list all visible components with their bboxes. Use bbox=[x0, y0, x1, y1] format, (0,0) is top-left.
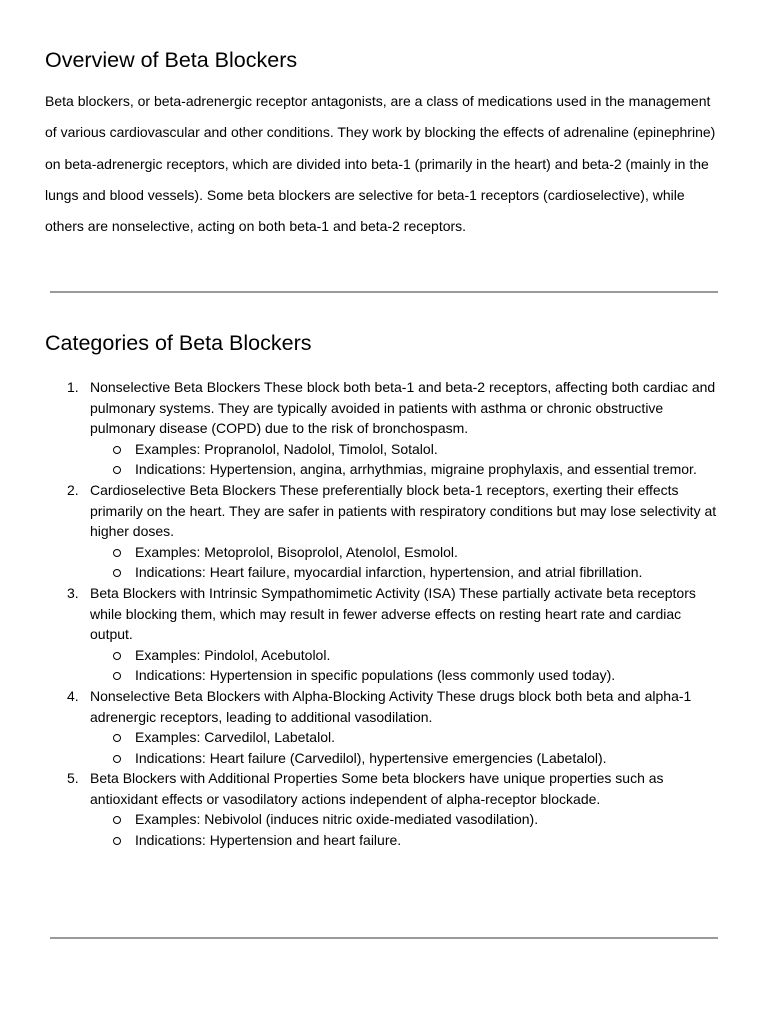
sub-list-item bbox=[90, 748, 725, 769]
category-text: Beta Blockers with Intrinsic Sympathomimetic Activity (ISA) These partially activate beta receptors while blocking them, which may result in fewer adverse effects on resting heart rate and cardiac output. bbox=[90, 584, 696, 643]
sub-item-text: Examples: Metoprolol, Bisoprolol, Atenolol, Esmolol. bbox=[135, 543, 458, 560]
category-item bbox=[45, 583, 725, 686]
category-text: Nonselective Beta Blockers with Alpha-Blocking Activity These drugs block both beta and alpha-1 adrenergic receptors, leading to additional vasodilation. bbox=[90, 687, 692, 725]
category-number: 3. bbox=[67, 584, 79, 601]
sub-item-text: Examples: Carvedilol, Labetalol. bbox=[135, 729, 335, 746]
category-sublist bbox=[90, 809, 725, 850]
sub-list-item bbox=[90, 439, 725, 460]
sub-item-text: Indications: Hypertension and heart failure. bbox=[135, 832, 402, 849]
category-number: 4. bbox=[67, 687, 79, 704]
category-number: 1. bbox=[67, 379, 79, 395]
sub-list-item bbox=[90, 830, 725, 851]
categories-list bbox=[45, 377, 725, 851]
sub-item-text: Indications: Heart failure, myocardial infarction, hypertension, and atrial fibrillation. bbox=[135, 564, 643, 581]
sub-list-item bbox=[90, 459, 725, 480]
category-sublist bbox=[90, 727, 725, 768]
categories-heading: Categories of Beta Blockers bbox=[45, 331, 312, 355]
category-number: 2. bbox=[67, 481, 79, 498]
sub-item-text: Examples: Propranolol, Nadolol, Timolol, Sotalol. bbox=[135, 440, 438, 457]
hollow-circle-bullet-icon bbox=[113, 837, 121, 845]
overview-heading: Overview of Beta Blockers bbox=[45, 48, 298, 72]
hollow-circle-bullet-icon bbox=[113, 569, 121, 577]
category-text: Cardioselective Beta Blockers These preferentially block beta-1 receptors, exerting their effects primarily on the heart. They are safer in patients with respiratory conditions but may lose selectivity at higher doses. bbox=[90, 481, 717, 540]
section-divider-bottom bbox=[50, 937, 718, 939]
hollow-circle-bullet-icon bbox=[113, 652, 121, 660]
hollow-circle-bullet-icon bbox=[113, 549, 121, 557]
sub-list-item bbox=[90, 727, 725, 748]
hollow-circle-bullet-icon bbox=[113, 816, 121, 824]
hollow-circle-bullet-icon bbox=[113, 672, 121, 680]
section-divider bbox=[50, 291, 718, 293]
category-item bbox=[45, 377, 725, 480]
category-text: Beta Blockers with Additional Properties Some beta blockers have unique properties such as antioxidant effects or vasodilatory actions independent of alpha-receptor blockade. bbox=[90, 770, 664, 807]
sub-item-text: Indications: Hypertension in specific populations (less commonly used today). bbox=[135, 667, 616, 684]
category-item bbox=[45, 480, 725, 583]
sub-list-item bbox=[90, 542, 725, 563]
sub-list-item bbox=[90, 665, 725, 686]
hollow-circle-bullet-icon bbox=[113, 734, 121, 742]
sub-item-text: Examples: Pindolol, Acebutolol. bbox=[135, 646, 331, 663]
sub-list-item bbox=[90, 562, 725, 583]
category-item bbox=[45, 686, 725, 768]
category-sublist bbox=[90, 542, 725, 583]
category-sublist bbox=[90, 439, 725, 480]
sub-item-text: Indications: Heart failure (Carvedilol), hypertensive emergencies (Labetalol). bbox=[135, 749, 607, 766]
hollow-circle-bullet-icon bbox=[113, 466, 121, 474]
sub-list-item bbox=[90, 645, 725, 666]
sub-list-item bbox=[90, 809, 725, 830]
hollow-circle-bullet-icon bbox=[113, 446, 121, 454]
overview-paragraph: Beta blockers, or beta-adrenergic receptor antagonists, are a class of medications used in the management of various cardiovascular and other conditions. They work by blocking the effects of adrenaline (epinephrine) on beta-adrenergic receptors, which are divided into beta-1 (primarily in the heart) and beta-2 (mainly in the lungs and blood vessels). Some beta blockers are selective for beta-1 receptors (cardioselective), while others are nonselective, acting on both beta-1 and beta-2 receptors. bbox=[45, 93, 716, 235]
category-number: 5. bbox=[67, 770, 79, 787]
category-item bbox=[45, 768, 725, 850]
category-text: Nonselective Beta Blockers These block both beta-1 and beta-2 receptors, affecting both cardiac and pulmonary systems. They are typically avoided in patients with asthma or chronic obstructive pulmonary disease (COPD) due to the risk of bronchospasm. bbox=[90, 379, 716, 437]
hollow-circle-bullet-icon bbox=[113, 755, 121, 763]
sub-item-text: Examples: Nebivolol (induces nitric oxide-mediated vasodilation). bbox=[135, 811, 539, 828]
sub-item-text: Indications: Hypertension, angina, arrhythmias, migraine prophylaxis, and essential tremor. bbox=[135, 461, 697, 478]
category-sublist bbox=[90, 645, 725, 686]
